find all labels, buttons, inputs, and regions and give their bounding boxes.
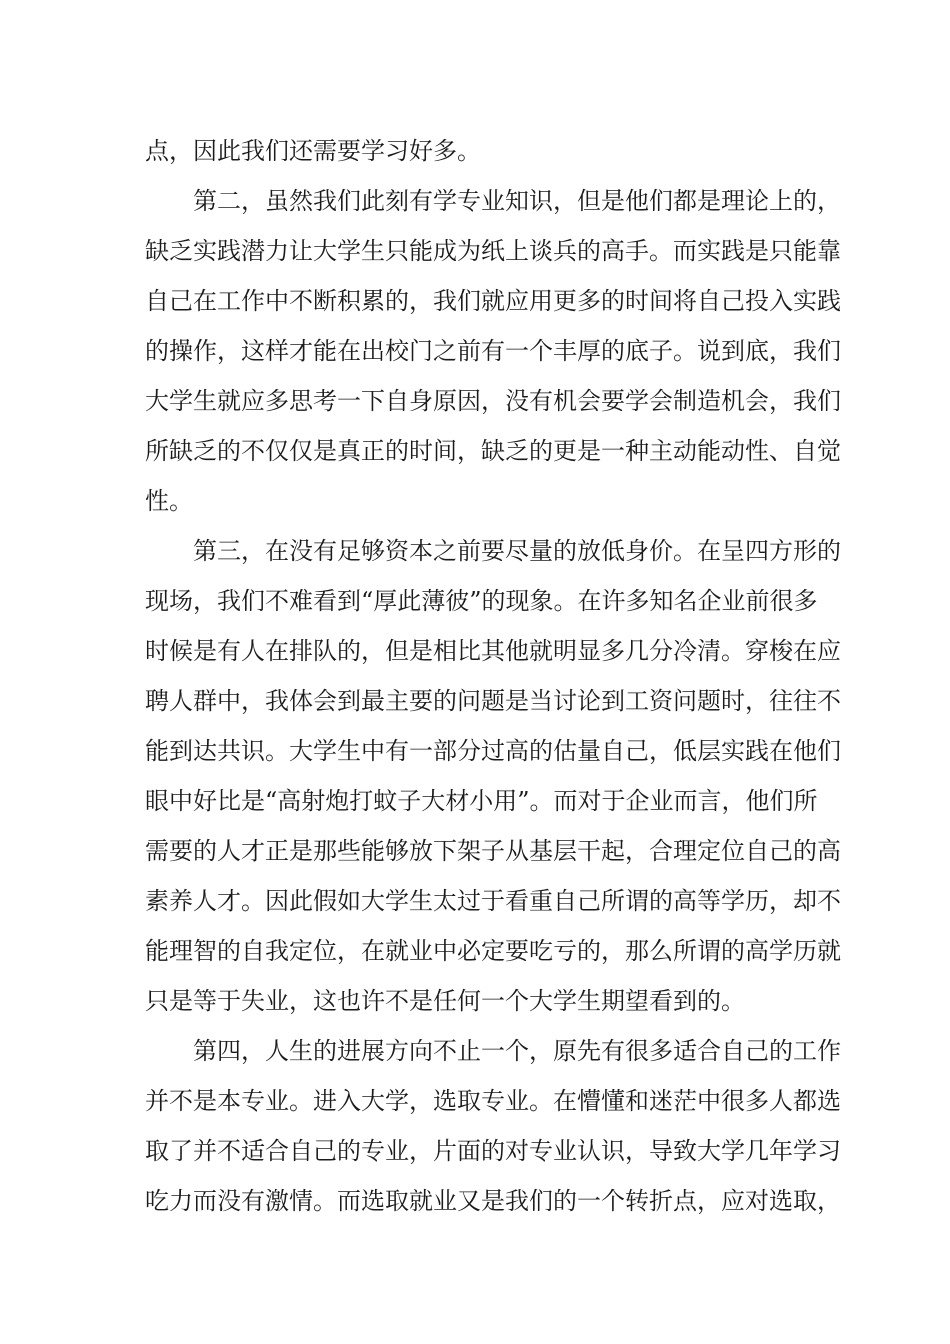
paragraph xyxy=(145,1026,841,1226)
text-line: 需要的人才正是那些能够放下架子从基层干起，合理定位自己的高 xyxy=(145,837,841,865)
paragraph xyxy=(145,126,810,176)
text-line: 自己在工作中不断积累的，我们就应用更多的时间将自己投入实践 xyxy=(145,287,841,315)
text-line: 眼中好比是“高射炮打蚊子大材小用”。而对于企业而言，他们所 xyxy=(145,787,818,815)
paragraph xyxy=(145,526,841,1026)
text-line: 吃力而没有激情。而选取就业又是我们的一个转折点，应对选取， xyxy=(145,1187,841,1215)
text-line: 第四，人生的进展方向不止一个，原先有很多适合自己的工作 xyxy=(193,1037,841,1065)
text-line: 现场，我们不难看到“厚此薄彼”的现象。在许多知名企业前很多 xyxy=(145,587,818,615)
text-line: 取了并不适合自己的专业，片面的对专业认识，导致大学几年学习 xyxy=(145,1137,841,1165)
text-line: 能理智的自我定位，在就业中必定要吃亏的，那么所谓的高学历就 xyxy=(145,937,841,965)
paragraph xyxy=(145,176,841,526)
text-line: 第三，在没有足够资本之前要尽量的放低身价。在呈四方形的 xyxy=(193,537,841,565)
text-line: 聘人群中，我体会到最主要的问题是当讨论到工资问题时，往往不 xyxy=(145,687,841,715)
text-line: 第二，虽然我们此刻有学专业知识，但是他们都是理论上的， xyxy=(193,187,841,215)
text-line: 素养人才。因此假如大学生太过于看重自己所谓的高等学历，却不 xyxy=(145,887,841,915)
text-line: 大学生就应多思考一下自身原因，没有机会要学会制造机会，我们 xyxy=(145,387,841,415)
text-line: 缺乏实践潜力让大学生只能成为纸上谈兵的高手。而实践是只能靠 xyxy=(145,237,841,265)
text-line: 性。 xyxy=(145,487,193,515)
text-line: 能到达共识。大学生中有一部分过高的估量自己，低层实践在他们 xyxy=(145,737,841,765)
text-line: 时候是有人在排队的，但是相比其他就明显多几分冷清。穿梭在应 xyxy=(145,637,841,665)
document-body xyxy=(145,126,841,1226)
text-line: 点，因此我们还需要学习好多。 xyxy=(145,137,481,165)
text-line: 只是等于失业，这也许不是任何一个大学生期望看到的。 xyxy=(145,987,745,1015)
text-line: 所缺乏的不仅仅是真正的时间，缺乏的更是一种主动能动性、自觉 xyxy=(145,437,841,465)
text-line: 并不是本专业。进入大学，选取专业。在懵懂和迷茫中很多人都选 xyxy=(145,1087,841,1115)
text-line: 的操作，这样才能在出校门之前有一个丰厚的底子。说到底，我们 xyxy=(145,337,841,365)
